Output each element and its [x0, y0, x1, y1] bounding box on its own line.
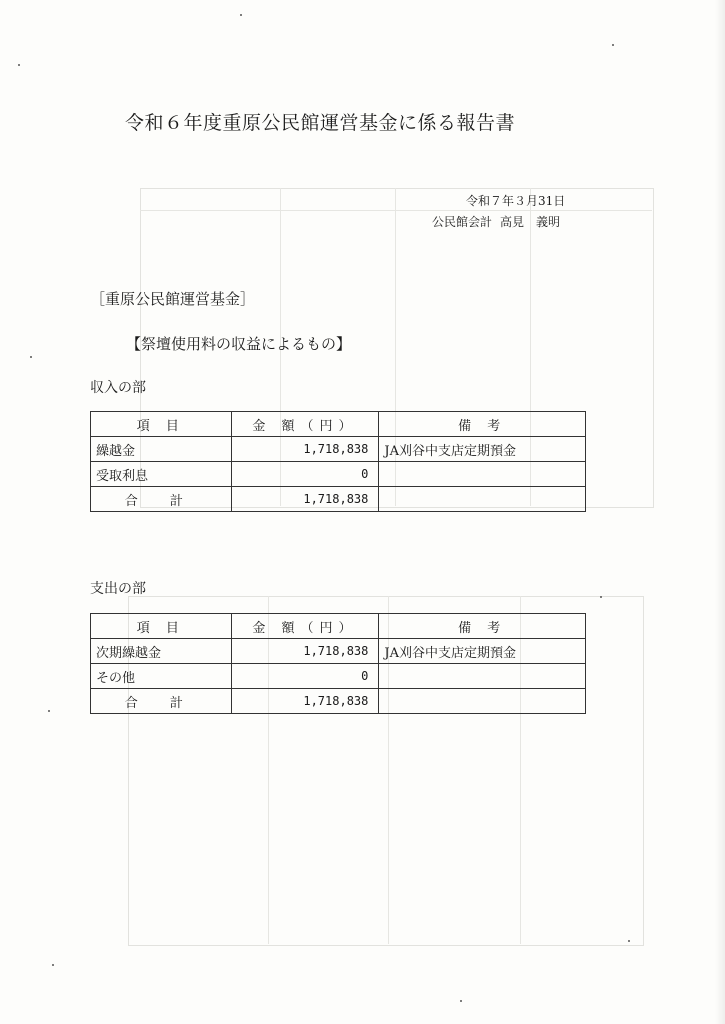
total-amount: 1,718,838	[231, 487, 379, 512]
table-row	[91, 664, 586, 689]
report-date: 令和７年３月31日	[466, 194, 566, 208]
total-row	[91, 689, 586, 714]
bleed-through-line	[140, 210, 652, 211]
scan-speck	[460, 1000, 462, 1002]
table-header-row	[91, 412, 586, 437]
expense-section-heading: 支出の部	[90, 581, 146, 597]
row-note	[379, 462, 586, 487]
author-name: 高見 義明	[500, 215, 561, 229]
row-item: 繰越金	[91, 437, 232, 462]
row-item: 次期繰越金	[91, 639, 232, 664]
column-header-item: 項 目	[91, 412, 232, 437]
column-header-note: 備 考	[379, 412, 586, 437]
table-header-row	[91, 614, 586, 639]
row-amount: 1,718,838	[231, 639, 379, 664]
scan-speck	[628, 940, 630, 942]
fund-name: ［重原公民館運営基金］	[90, 290, 256, 308]
column-header-amount: 金 額（円）	[231, 614, 379, 639]
column-header-amount: 金 額（円）	[231, 412, 379, 437]
row-note	[379, 664, 586, 689]
column-header-note: 備 考	[379, 614, 586, 639]
total-label: 合 計	[91, 689, 232, 714]
row-note: JA刈谷中支店定期預金	[379, 639, 586, 664]
table-row	[91, 639, 586, 664]
row-item: 受取利息	[91, 462, 232, 487]
scan-speck	[240, 14, 242, 16]
table-row	[91, 437, 586, 462]
report-author	[432, 213, 568, 230]
total-row	[91, 487, 586, 512]
row-item: その他	[91, 664, 232, 689]
document-title: 令和６年度重原公民館運営基金に係る報告書	[125, 112, 516, 134]
row-note: JA刈谷中支店定期預金	[379, 437, 586, 462]
fund-sub-heading: 【祭壇使用料の収益によるもの】	[126, 335, 352, 353]
row-amount: 0	[231, 462, 379, 487]
scan-speck	[600, 596, 602, 598]
total-amount: 1,718,838	[231, 689, 379, 714]
column-header-item: 項 目	[91, 614, 232, 639]
scan-speck	[18, 64, 20, 66]
scan-speck	[48, 710, 50, 712]
income-table	[90, 411, 586, 512]
scan-speck	[52, 964, 54, 966]
total-note	[379, 487, 586, 512]
scan-speck	[612, 44, 614, 46]
expense-table	[90, 613, 586, 714]
total-label: 合 計	[91, 487, 232, 512]
table-row	[91, 462, 586, 487]
page-edge-shadow	[715, 0, 725, 1024]
row-amount: 1,718,838	[231, 437, 379, 462]
scan-speck	[30, 356, 32, 358]
total-note	[379, 689, 586, 714]
author-role: 公民館会計	[432, 215, 493, 229]
row-amount: 0	[231, 664, 379, 689]
income-section-heading: 収入の部	[90, 380, 146, 396]
